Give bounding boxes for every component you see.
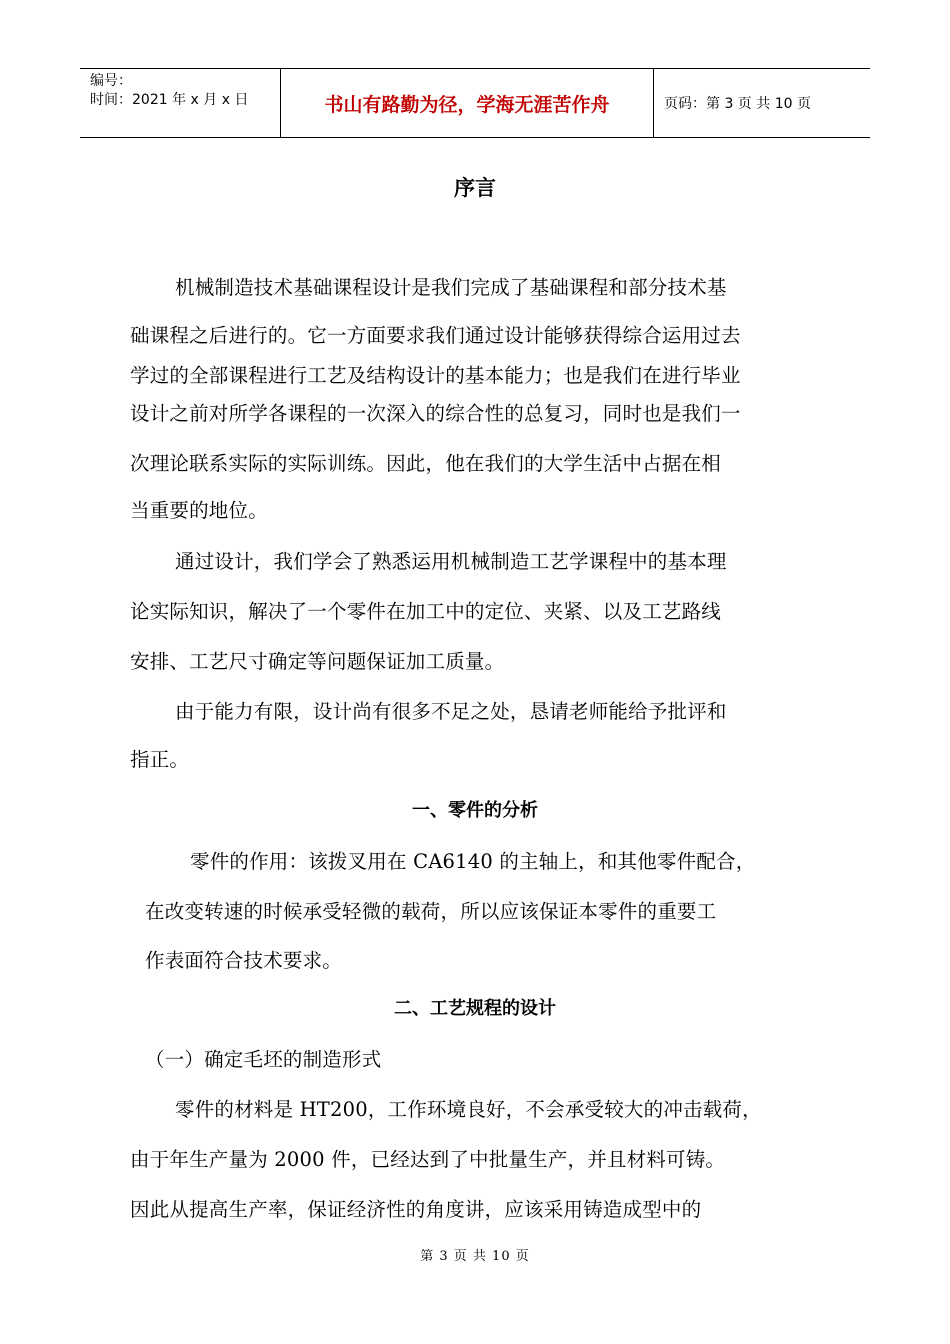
preface-line: 机械制造技术基础课程设计是我们完成了基础课程和部分技术基: [175, 276, 727, 299]
preface-line: 设计之前对所学各课程的一次深入的综合性的总复习，同时也是我们一: [130, 402, 741, 425]
section1-line: 作表面符合技术要求。: [145, 949, 343, 972]
section1-line: 零件的作用：该拨叉用在 CA6140 的主轴上，和其他零件配合，: [190, 850, 756, 873]
preface-line: 础课程之后进行的。它一方面要求我们通过设计能够获得综合运用过去: [130, 324, 741, 347]
document-date: 时间：2021 年 x 月 x 日: [90, 92, 249, 108]
header-motto: 书山有路勤为径，学海无涯苦作舟: [281, 69, 654, 137]
header-page-info: 页码：第 3 页 共 10 页: [664, 96, 811, 112]
preface-line: 论实际知识，解决了一个零件在加工中的定位、夹紧、以及工艺路线: [130, 600, 722, 623]
preface-line: 当重要的地位。: [130, 499, 268, 522]
page-footer: 第 3 页 共 10 页: [420, 1249, 530, 1264]
section2-line: 零件的材料是 HT200，工作环境良好，不会承受较大的冲击载荷，: [175, 1098, 762, 1121]
preface-line: 安排、工艺尺寸确定等问题保证加工质量。: [130, 650, 505, 673]
section2-line: 因此从提高生产率，保证经济性的角度讲，应该采用铸造成型中的: [130, 1198, 702, 1221]
section1-line: 在改变转速的时候承受轻微的载荷，所以应该保证本零件的重要工: [145, 900, 717, 923]
preface-line: 学过的全部课程进行工艺及结构设计的基本能力；也是我们在进行毕业: [130, 364, 741, 387]
preface-line: 次理论联系实际的实际训练。因此，他在我们的大学生活中占据在相: [130, 452, 722, 475]
section-heading-process-design: 二、工艺规程的设计: [394, 998, 556, 1019]
preface-line: 指正。: [130, 748, 190, 771]
preface-line: 通过设计，我们学会了熟悉运用机械制造工艺学课程中的基本理: [175, 550, 727, 573]
preface-line: 由于能力有限，设计尚有很多不足之处，恳请老师能给予批评和: [175, 700, 727, 723]
header-meta: [80, 69, 281, 137]
sub-heading-blank-form: （一）确定毛坯的制造形式: [145, 1048, 382, 1071]
page-header: [80, 68, 870, 138]
section-heading-part-analysis: 一、零件的分析: [412, 800, 538, 821]
page-title: 序言: [454, 176, 496, 200]
document-number-label: 编号：: [90, 73, 132, 89]
section2-line: 由于年生产量为 2000 件，已经达到了中批量生产，并且材料可铸。: [130, 1148, 726, 1171]
